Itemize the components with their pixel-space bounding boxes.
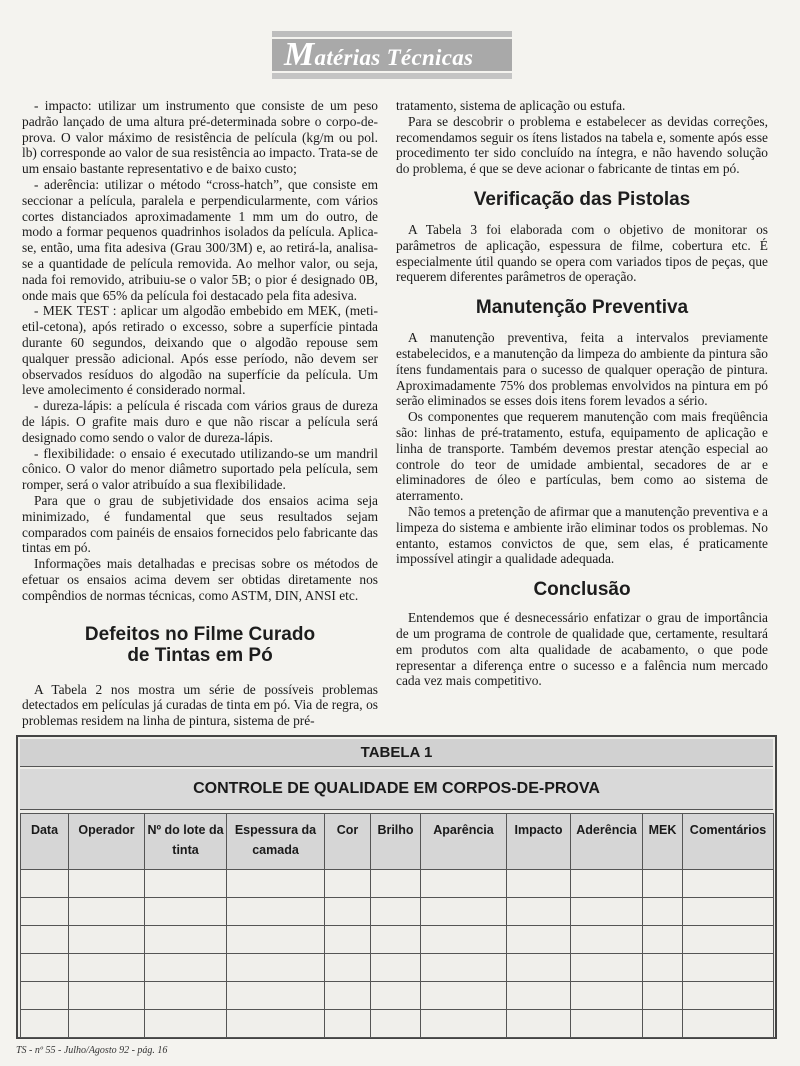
table-cell: [421, 870, 507, 898]
paragraph-manutencao-2: Os componentes que requerem manutenção com mais freqüência são: linhas de pré-tratamento, estufa, equipamento de aplicação e linha de transporte. Também devemos prestar atenção especial ao controle do teor de umidade ambiental, secadores de ar e eliminadores de óleo e partículas, bem como ao sistema de aterramento.: [396, 409, 768, 504]
table-cell: [69, 870, 145, 898]
section-title: [284, 36, 473, 74]
paragraph-correcoes: Para se descobrir o problema e estabelecer as devidas correções, recomendamos seguir os ítens listados na tabela e, somente após esse procedimento ter sido concluído na íntegra, e não havendo solução do problema, é que se deve acionar o fabricante de tintas em pó.: [396, 113, 768, 177]
table-cell: [371, 982, 421, 1010]
paragraph-continuation: tratamento, sistema de aplicação ou estufa.: [396, 98, 626, 113]
table-cell: [507, 870, 571, 898]
paragraph-informacoes: Informações mais detalhadas e precisas sobre os métodos de efetuar os ensaios acima devem ser obtidas diretamente nos compêndios de normas técnicas, como ASTM, DIN, ANSI etc.: [22, 556, 378, 603]
table-cell: [643, 926, 683, 954]
table-cell: [571, 898, 643, 926]
paragraph-defeitos: A Tabela 2 nos mostra um série de possíveis problemas detectados em películas já curadas de tinta em pó. Via de regra, os problemas residem na linha de pintura, sistema de pré-: [22, 681, 378, 729]
table-cell: [21, 870, 69, 898]
table-cell: [325, 926, 371, 954]
paragraph-subjetividade: Para que o grau de subjetividade dos ensaios acima seja minimizado, é fundamental que seus resultados sejam comparados com painéis de ensaios fornecidos pelo fabricante das tintas em pó.: [22, 492, 378, 556]
table-cell: [371, 898, 421, 926]
table-cell: [145, 898, 227, 926]
table-cell: [421, 982, 507, 1010]
table-cell: [325, 954, 371, 982]
table-cell: [571, 954, 643, 982]
table-cell: [643, 982, 683, 1010]
column-header: Brilho: [371, 814, 421, 870]
heading-conclusao: Conclusão: [533, 579, 631, 601]
table-cell: [683, 954, 774, 982]
table-cell: [571, 982, 643, 1010]
left-column: [22, 98, 378, 729]
paragraph-dureza-lapis: - dureza-lápis: a película é riscada com vários graus de dureza de lápis. O grafite mais duro e que não riscar a película será designado como sendo o valor de dureza-lápis.: [22, 398, 378, 445]
table-cell: [145, 870, 227, 898]
table-cell: [571, 1010, 643, 1038]
table-cell: [683, 926, 774, 954]
table-cell: [145, 954, 227, 982]
paragraph-impacto: - impacto: utilizar um instrumento que consiste de um peso padrão lançado de uma altura pré-determinada sobre o corpo-de-prova. O valor máximo de resistência de película (kg/m ou pol. lb) corresponde ao valor de sua resistência ao impacto. Trata-se de um ensaio bastante representativo e de baixo custo;: [22, 98, 378, 177]
paragraph-mek-test: - MEK TEST : aplicar um algodão embebido em MEK, (meti-etil-cetona), após retirado o excesso, sobre a superfície pintada durante 60 segundos, deixando que o algodão repouse sem qualquer pressão adicional. Após esse período, não devem ser observados resíduos do algodão na superfície da película. Um leve amolecimento é considerado normal.: [22, 303, 378, 398]
section-title-initial: M: [284, 36, 315, 73]
table-title: CONTROLE DE QUALIDADE EM CORPOS-DE-PROVA: [20, 769, 773, 810]
heading-defeitos-line2: de Tintas em Pó: [127, 644, 273, 666]
table-cell: [371, 926, 421, 954]
table-cell: [683, 898, 774, 926]
paragraph-flexibilidade: - flexibilidade: o ensaio é executado utilizando-se um mandril cônico. O valor do menor diâmetro suportado pela película, sem romper, será o valor atribuído a sua flexibilidade.: [22, 445, 378, 493]
table-cell: [227, 1010, 325, 1038]
table-cell: [145, 1010, 227, 1038]
column-header: Aparência: [421, 814, 507, 870]
table-cell: [371, 1010, 421, 1038]
table-cell: [421, 1010, 507, 1038]
table-row: [21, 870, 774, 898]
page-footer: TS - nº 55 - Julho/Agosto 92 - pág. 16: [16, 1045, 168, 1056]
column-header: Cor: [325, 814, 371, 870]
table-cell: [69, 982, 145, 1010]
table-cell: [507, 1010, 571, 1038]
heading-defeitos: [22, 624, 378, 666]
table-cell: [643, 954, 683, 982]
table-cell: [507, 982, 571, 1010]
column-header: MEK: [643, 814, 683, 870]
column-header: Espessura da camada: [227, 814, 325, 870]
table-cell: [507, 954, 571, 982]
table-cell: [145, 982, 227, 1010]
section-title-rest: atérias Técnicas: [314, 45, 474, 70]
column-header: Aderência: [571, 814, 643, 870]
table-cell: [371, 870, 421, 898]
table-cell: [325, 870, 371, 898]
table-cell: [421, 954, 507, 982]
heading-manutencao: Manutenção Preventiva: [475, 297, 689, 319]
table-cell: [571, 926, 643, 954]
table-cell: [69, 954, 145, 982]
table-cell: [507, 926, 571, 954]
table-cell: [21, 926, 69, 954]
heading-defeitos-line1: Defeitos no Filme Curado: [84, 623, 316, 645]
quality-control-table: [16, 735, 777, 1039]
table-row: [21, 926, 774, 954]
column-header: Nº do lote da tinta: [145, 814, 227, 870]
table-cell: [371, 954, 421, 982]
heading-pistolas: Verificação das Pistolas: [473, 188, 691, 210]
table-cell: [643, 898, 683, 926]
table-cell: [227, 982, 325, 1010]
table-cell: [571, 870, 643, 898]
table-cell: [69, 1010, 145, 1038]
table-row: [21, 1010, 774, 1038]
table-header-row: [21, 814, 774, 870]
table-cell: [643, 1010, 683, 1038]
paragraph-conclusao: Entendemos que é desnecessário enfatizar o grau de importância de um programa de controle de qualidade que, certamente, resultará em produtos com alta qualidade de acabamento, o que pode representar a diferença entre o sucesso e a falência num mercado cada vez mais competitivo.: [396, 610, 768, 689]
column-header: Comentários: [683, 814, 774, 870]
column-header: Impacto: [507, 814, 571, 870]
paragraph-manutencao-1: A manutenção preventiva, feita a intervalos previamente estabelecidos, e a manutenção da limpeza do ambiente da pintura são ítens fundamentais para o sucesso de qualquer operação de pintura. Aproximadamente 75% dos problemas envolvidos na pintura em pó serão eliminados se esses dois itens forem levados a sério.: [396, 330, 768, 409]
paragraph-aderencia: - aderência: utilizar o método “cross-hatch”, que consiste em seccionar a película, paralela e perpendicularmente, com vários cortes distanciados aproximadamente 1 mm um do outro, de modo a formar pequenos quadrinhos isolados da película. Aplica-se, então, uma fita adesiva (Grau 300/3M) e, ao retirá-la, analisa-se a quantidade de película removida. Ao melhor valor, ou seja, nada foi removido, atribuiu-se o valor 5B; o pior é designado 0B, onde mais que 65% da película foi destacado pela fita adesiva.: [22, 176, 378, 303]
table-cell: [69, 898, 145, 926]
table-cell: [227, 870, 325, 898]
table-cell: [227, 954, 325, 982]
table-cell: [21, 982, 69, 1010]
column-header: Operador: [69, 814, 145, 870]
table-cell: [683, 870, 774, 898]
table-cell: [227, 926, 325, 954]
table-grid: [20, 813, 774, 1038]
table-cell: [69, 926, 145, 954]
table-cell: [421, 926, 507, 954]
table-row: [21, 954, 774, 982]
table-cell: [507, 898, 571, 926]
paragraph-pistolas: A Tabela 3 foi elaborada com o objetivo de monitorar os parâmetros de aplicação, espessura de filme, cobertura etc. É especialmente útil quando se opera com variados tipos de peças, que requerem diferentes parâmetros de operação.: [396, 221, 768, 285]
column-header: Data: [21, 814, 69, 870]
table-cell: [227, 898, 325, 926]
table-cell: [683, 1010, 774, 1038]
table-cell: [643, 870, 683, 898]
paragraph-manutencao-3: Não temos a pretenção de afirmar que a manutenção preventiva e a limpeza do sistema e ambiente irão eliminar todos os problemas. No entanto, estamos convictos de que, sem elas, é praticamente impossível atingir a qualidade adequada.: [396, 503, 768, 567]
table-cell: [21, 1010, 69, 1038]
table-label: TABELA 1: [20, 739, 773, 767]
table-row: [21, 982, 774, 1010]
table-cell: [145, 926, 227, 954]
table-cell: [21, 954, 69, 982]
right-column: [396, 98, 768, 689]
table-cell: [21, 898, 69, 926]
table-cell: [325, 898, 371, 926]
table-cell: [421, 898, 507, 926]
table-cell: [683, 982, 774, 1010]
table-row: [21, 898, 774, 926]
table-cell: [325, 982, 371, 1010]
table-cell: [325, 1010, 371, 1038]
